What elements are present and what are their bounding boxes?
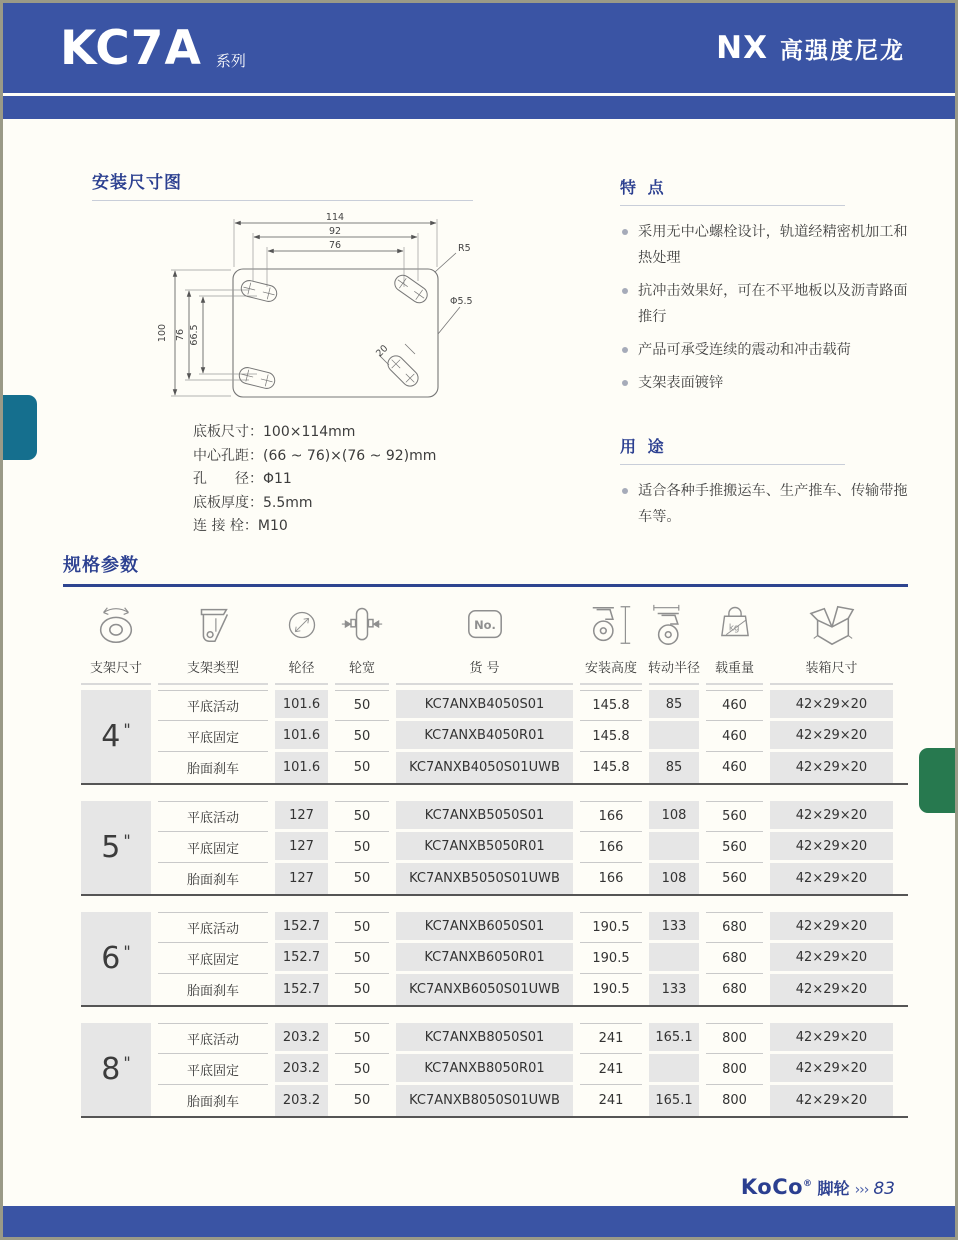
column-rule bbox=[770, 683, 893, 685]
turning-radius-cell: 165.1 bbox=[649, 1085, 699, 1116]
column-rule bbox=[275, 683, 328, 685]
size-group bbox=[81, 912, 908, 1007]
right-index-tab bbox=[919, 748, 955, 813]
type-cell: 胎面刹车 bbox=[186, 1095, 239, 1110]
size-number: 6 bbox=[101, 941, 121, 976]
column-label: 载重量 bbox=[714, 661, 754, 676]
column-header bbox=[335, 599, 389, 685]
bullet-text: 支架表面镀锌 bbox=[638, 375, 724, 391]
spec-table bbox=[81, 599, 908, 1118]
load-cell: 800 bbox=[722, 1093, 747, 1108]
plate-spec-lines bbox=[193, 421, 436, 539]
mounting-height-cell: 241 bbox=[580, 1054, 642, 1085]
wheel-diameter-cell: 127 bbox=[275, 801, 328, 832]
load-cell: 680 bbox=[706, 943, 763, 974]
series-suffix: 系列 bbox=[215, 51, 246, 70]
size-label bbox=[81, 801, 151, 894]
part-number-cell: KC7ANXB8050S01 bbox=[396, 1023, 573, 1054]
dim-76-left: 76 bbox=[175, 328, 186, 342]
bottom-bar bbox=[3, 1206, 955, 1237]
page-number: 83 bbox=[873, 1179, 895, 1199]
part-number-cell: KC7ANXB6050S01UWB bbox=[396, 974, 573, 1005]
column-rule bbox=[81, 683, 151, 685]
bullet-item bbox=[620, 337, 910, 363]
usage-heading bbox=[620, 434, 910, 465]
bullet-item bbox=[620, 478, 910, 530]
size-number: 4 bbox=[101, 719, 121, 754]
carton-cell: 42×29×20 bbox=[770, 912, 893, 943]
spec-table-body bbox=[81, 690, 908, 1118]
dim-76-top: 76 bbox=[328, 240, 342, 251]
dim-92: 92 bbox=[328, 226, 342, 237]
load-capacity-icon bbox=[714, 599, 756, 651]
carton-cell: 42×29×20 bbox=[770, 690, 893, 721]
carton-cell: 42×29×20 bbox=[770, 1085, 893, 1116]
usage-rule bbox=[620, 464, 845, 465]
load-cell: 460 bbox=[722, 760, 747, 775]
slot-callout-label: 20 bbox=[374, 343, 391, 360]
part-number-cell: KC7ANXB8050S01UWB bbox=[396, 1085, 573, 1116]
part-number-cell: KC7ANXB6050S01 bbox=[396, 912, 573, 943]
turning-radius-cell: 108 bbox=[649, 801, 699, 832]
install-title-rule bbox=[92, 200, 473, 201]
features-list bbox=[620, 219, 910, 396]
plate-drawing bbox=[153, 211, 493, 413]
turning-radius-cell bbox=[649, 832, 699, 863]
size-group bbox=[81, 1023, 908, 1118]
column-rule bbox=[580, 683, 642, 685]
features-rule bbox=[620, 205, 845, 206]
wheel-diameter-cell: 203.2 bbox=[275, 1085, 328, 1116]
caster-top-view-icon bbox=[93, 599, 139, 651]
column-rule bbox=[335, 683, 389, 685]
part-number-cell: KC7ANXB5050S01UWB bbox=[396, 863, 573, 894]
wheel-width-cell: 50 bbox=[335, 943, 389, 974]
type-cell: 平底活动 bbox=[158, 1023, 268, 1054]
part-number-cell: KC7ANXB8050R01 bbox=[396, 1054, 573, 1085]
turning-radius-cell: 108 bbox=[649, 863, 699, 894]
part-number-cell: KC7ANXB5050S01 bbox=[396, 801, 573, 832]
load-cell: 560 bbox=[706, 832, 763, 863]
bullet-text: 采用无中心螺栓设计，轨道经精密机加工和热处理 bbox=[638, 224, 908, 266]
product-code: NX bbox=[716, 30, 768, 66]
type-cell: 平底活动 bbox=[158, 912, 268, 943]
mounting-height-cell: 145.8 bbox=[580, 690, 642, 721]
wheel-diameter-cell: 101.6 bbox=[275, 721, 328, 752]
wheel-width-cell: 50 bbox=[353, 1093, 371, 1108]
carton-cell: 42×29×20 bbox=[770, 801, 893, 832]
column-label: 转动半径 bbox=[648, 661, 701, 676]
mounting-height-cell: 190.5 bbox=[592, 982, 630, 997]
dim-66-5: 66.5 bbox=[189, 324, 200, 346]
wheel-diameter-cell: 101.6 bbox=[275, 690, 328, 721]
bullet-icon bbox=[622, 229, 628, 235]
mounting-height-cell: 241 bbox=[580, 1023, 642, 1054]
spec-table-title: 规格参数 bbox=[63, 555, 139, 576]
features-title: 特 点 bbox=[620, 178, 667, 197]
column-header bbox=[158, 599, 268, 685]
wheel-width-icon bbox=[340, 599, 384, 651]
wheel-diameter-cell: 152.7 bbox=[275, 974, 328, 1005]
column-label: 轮径 bbox=[288, 661, 315, 676]
part-number-cell: KC7ANXB5050R01 bbox=[396, 832, 573, 863]
inch-mark: " bbox=[123, 831, 131, 850]
size-label bbox=[81, 1023, 151, 1116]
mounting-height-cell: 166 bbox=[598, 871, 624, 886]
wheel-diameter-cell: 152.7 bbox=[275, 912, 328, 943]
column-rule bbox=[706, 683, 763, 685]
turning-radius-cell: 85 bbox=[649, 752, 699, 783]
part-number-cell: KC7ANXB4050S01 bbox=[396, 690, 573, 721]
left-index-tab bbox=[3, 395, 37, 460]
size-group bbox=[81, 690, 908, 785]
spec-title-rule bbox=[63, 584, 908, 587]
plate-spec-line: 底板厚度：5.5mm bbox=[193, 494, 313, 511]
column-header bbox=[396, 599, 573, 685]
load-cell: 560 bbox=[706, 801, 763, 832]
wheel-width-cell: 50 bbox=[353, 871, 371, 886]
mounting-height-cell: 241 bbox=[598, 1093, 624, 1108]
mounting-height-cell: 166 bbox=[580, 801, 642, 832]
type-cell: 平底固定 bbox=[158, 943, 268, 974]
turning-radius-cell bbox=[649, 943, 699, 974]
type-cell: 平底活动 bbox=[158, 690, 268, 721]
dim-100: 100 bbox=[157, 323, 168, 343]
plate-spec-line: 孔 径：Φ11 bbox=[193, 471, 292, 487]
carton-cell: 42×29×20 bbox=[770, 1054, 893, 1085]
size-group bbox=[81, 801, 908, 896]
header-strip bbox=[3, 96, 955, 119]
size-label bbox=[81, 912, 151, 1005]
brand-word: 脚轮 bbox=[817, 1179, 850, 1198]
bullet-item bbox=[620, 370, 910, 396]
usage-block bbox=[620, 434, 910, 530]
header-product bbox=[716, 30, 905, 66]
spec-table-head bbox=[81, 599, 908, 685]
wheel-diameter-cell: 101.6 bbox=[275, 752, 328, 783]
series-code: KC7A bbox=[60, 20, 202, 76]
mounting-height-icon bbox=[587, 599, 635, 651]
size-number: 8 bbox=[101, 1052, 121, 1087]
wheel-width-cell: 50 bbox=[335, 721, 389, 752]
column-header bbox=[770, 599, 893, 685]
wheel-diameter-icon bbox=[282, 599, 322, 651]
wheel-width-cell: 50 bbox=[335, 690, 389, 721]
column-rule bbox=[396, 683, 573, 685]
header-banner bbox=[3, 3, 955, 93]
type-cell: 胎面刹车 bbox=[186, 873, 239, 888]
load-cell: 460 bbox=[706, 690, 763, 721]
features-heading bbox=[620, 175, 910, 206]
column-header bbox=[649, 599, 699, 685]
carton-cell: 42×29×20 bbox=[770, 943, 893, 974]
wheel-diameter-cell: 127 bbox=[275, 863, 328, 894]
bullet-item bbox=[620, 219, 910, 271]
carton-cell: 42×29×20 bbox=[770, 863, 893, 894]
wheel-diameter-cell: 127 bbox=[275, 832, 328, 863]
inch-mark: " bbox=[123, 1053, 131, 1072]
type-cell: 平底活动 bbox=[158, 801, 268, 832]
spec-section bbox=[63, 551, 908, 1134]
part-number-icon bbox=[462, 599, 508, 651]
bullet-icon bbox=[622, 488, 628, 494]
chevrons-icon: ››› bbox=[854, 1182, 869, 1198]
wheel-width-cell: 50 bbox=[335, 912, 389, 943]
turning-radius-icon bbox=[650, 599, 698, 651]
wheel-width-cell: 50 bbox=[353, 982, 371, 997]
wheel-width-cell: 50 bbox=[335, 832, 389, 863]
bullet-text: 适合各种手推搬运车、生产推车、传输带拖车等。 bbox=[638, 483, 908, 525]
load-cell: 680 bbox=[706, 912, 763, 943]
right-column bbox=[620, 175, 910, 537]
size-number: 5 bbox=[101, 830, 121, 865]
usage-list bbox=[620, 478, 910, 530]
column-label: 安装高度 bbox=[584, 661, 637, 676]
wheel-diameter-cell: 203.2 bbox=[275, 1023, 328, 1054]
inch-mark: " bbox=[123, 942, 131, 961]
size-label bbox=[81, 690, 151, 783]
type-cell: 胎面刹车 bbox=[186, 984, 239, 999]
column-label: 支架类型 bbox=[186, 661, 239, 676]
bullet-icon bbox=[622, 380, 628, 386]
carton-cell: 42×29×20 bbox=[770, 721, 893, 752]
turning-radius-cell: 165.1 bbox=[649, 1023, 699, 1054]
column-rule bbox=[649, 683, 699, 685]
wheel-width-cell: 50 bbox=[335, 1054, 389, 1085]
installation-diagram bbox=[153, 211, 493, 417]
column-label: 装箱尺寸 bbox=[805, 661, 858, 676]
wheel-diameter-cell: 203.2 bbox=[275, 1054, 328, 1085]
footer-logo bbox=[741, 1175, 895, 1199]
carton-cell: 42×29×20 bbox=[770, 974, 893, 1005]
svg-text:kg: kg bbox=[728, 623, 739, 634]
bullet-item bbox=[620, 278, 910, 330]
bullet-icon bbox=[622, 347, 628, 353]
part-number-cell: KC7ANXB4050R01 bbox=[396, 721, 573, 752]
type-cell: 胎面刹车 bbox=[186, 762, 239, 777]
install-title-text: 安装尺寸图 bbox=[92, 173, 182, 193]
turning-radius-cell bbox=[649, 721, 699, 752]
mounting-height-cell: 190.5 bbox=[580, 912, 642, 943]
column-label: 货 号 bbox=[469, 661, 500, 676]
wheel-width-cell: 50 bbox=[353, 760, 371, 775]
turning-radius-cell bbox=[649, 1054, 699, 1085]
edge-callout-label: Φ5.5 bbox=[450, 296, 473, 307]
load-cell: 460 bbox=[706, 721, 763, 752]
product-name: 高强度尼龙 bbox=[780, 38, 905, 64]
wheel-width-cell: 50 bbox=[335, 1023, 389, 1054]
mounting-height-cell: 145.8 bbox=[580, 721, 642, 752]
registered-mark-icon: ® bbox=[803, 1179, 813, 1189]
plate-spec-line: 底板尺寸：100×114mm bbox=[193, 424, 356, 440]
brand-logo: KoCo® bbox=[740, 1175, 813, 1199]
turning-radius-cell: 133 bbox=[649, 912, 699, 943]
column-rule bbox=[158, 683, 268, 685]
mounting-height-cell: 145.8 bbox=[592, 760, 630, 775]
column-header bbox=[275, 599, 328, 685]
load-cell: 800 bbox=[706, 1023, 763, 1054]
type-cell: 平底固定 bbox=[158, 721, 268, 752]
carton-cell: 42×29×20 bbox=[770, 1023, 893, 1054]
part-number-cell: KC7ANXB4050S01UWB bbox=[396, 752, 573, 783]
column-label: 支架尺寸 bbox=[89, 661, 142, 676]
mounting-height-cell: 190.5 bbox=[580, 943, 642, 974]
plate-spec-line: 中心孔距：(66 ~ 76)×(76 ~ 92)mm bbox=[193, 447, 437, 464]
bracket-icon bbox=[190, 599, 236, 651]
turning-radius-cell: 133 bbox=[649, 974, 699, 1005]
column-header bbox=[706, 599, 763, 685]
load-cell: 800 bbox=[706, 1054, 763, 1085]
load-cell: 680 bbox=[722, 982, 747, 997]
install-section-title bbox=[92, 168, 473, 201]
wheel-diameter-cell: 152.7 bbox=[275, 943, 328, 974]
dim-114: 114 bbox=[325, 212, 345, 223]
column-header bbox=[580, 599, 642, 685]
svg-text:No.: No. bbox=[473, 617, 496, 632]
turning-radius-cell: 85 bbox=[649, 690, 699, 721]
column-label: 轮宽 bbox=[348, 661, 375, 676]
type-cell: 平底固定 bbox=[158, 1054, 268, 1085]
carton-cell: 42×29×20 bbox=[770, 752, 893, 783]
load-cell: 560 bbox=[722, 871, 747, 886]
part-number-cell: KC7ANXB6050R01 bbox=[396, 943, 573, 974]
carton-size-icon bbox=[806, 599, 858, 651]
corner-radius-label: R5 bbox=[458, 243, 471, 254]
type-cell: 平底固定 bbox=[158, 832, 268, 863]
column-header bbox=[81, 599, 151, 685]
bullet-text: 抗冲击效果好，可在不平地板以及沥青路面推行 bbox=[638, 283, 908, 325]
wheel-width-cell: 50 bbox=[335, 801, 389, 832]
plate-spec-line: 连 接 栓：M10 bbox=[193, 518, 288, 534]
carton-cell: 42×29×20 bbox=[770, 832, 893, 863]
mounting-height-cell: 166 bbox=[580, 832, 642, 863]
bullet-icon bbox=[622, 288, 628, 294]
bullet-text: 产品可承受连续的震动和冲击载荷 bbox=[638, 342, 851, 358]
inch-mark: " bbox=[123, 720, 131, 739]
usage-title: 用 途 bbox=[620, 437, 667, 456]
